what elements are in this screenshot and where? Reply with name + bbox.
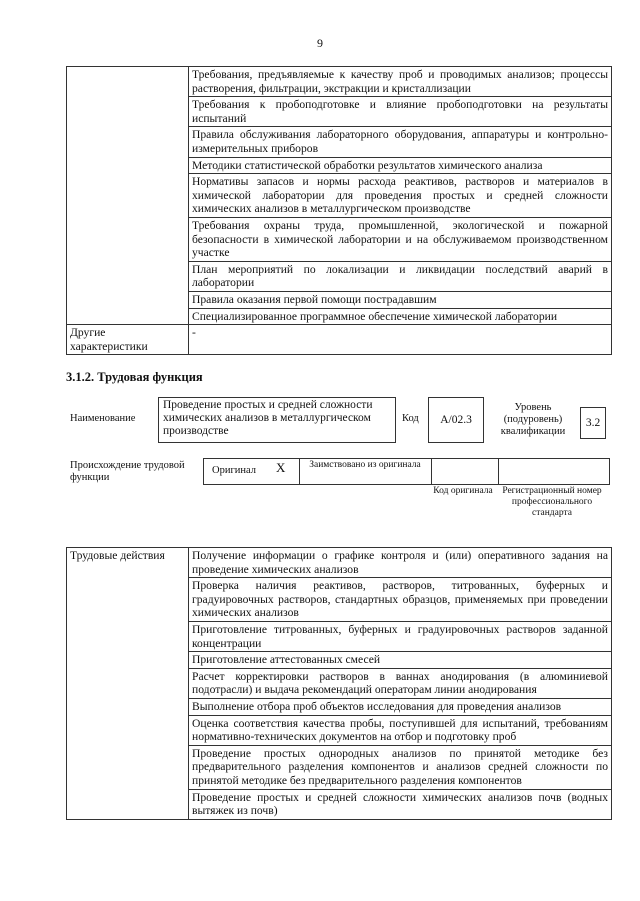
table-cell: Специализированное программное обеспечение химической лаборатории xyxy=(189,308,612,325)
level-value-box: 3.2 xyxy=(580,407,606,439)
divider xyxy=(431,459,432,484)
table-cell: Правила оказания первой помощи пострадавшим xyxy=(189,291,612,308)
divider xyxy=(498,459,499,484)
divider xyxy=(299,459,300,484)
labor-actions-label: Трудовые действия xyxy=(67,548,189,820)
table-cell: Требования к пробоподготовке и влияние пробоподготовки на результаты испытаний xyxy=(189,97,612,127)
table-cell: Методики статистической обработки результатов химического анализа xyxy=(189,157,612,174)
table-row xyxy=(67,325,612,355)
knowledge-table xyxy=(66,66,612,355)
other-characteristics-label: Другие характеристики xyxy=(67,325,189,355)
table-cell: План мероприятий по локализации и ликвидации последствий аварий в лаборатории xyxy=(189,261,612,291)
code-original-caption: Код оригинала xyxy=(433,486,493,496)
name-label: Наименование xyxy=(70,413,136,424)
table-cell: Получение информации о графике контроля и (или) оперативного задания на проведение химических анализов xyxy=(189,548,612,578)
borrowed-label: Заимствовано из оригинала xyxy=(309,460,421,470)
labor-actions-table xyxy=(66,547,612,820)
table-cell: Приготовление аттестованных смесей xyxy=(189,652,612,669)
function-name-box: Проведение простых и средней сложности химических анализов в металлургическом производстве xyxy=(158,397,396,443)
table-cell: Расчет корректировки растворов в ваннах анодирования (в алюминиевой подотрасли) и выдача рекомендаций операторам линии анодирования xyxy=(189,668,612,698)
label-cell-empty xyxy=(67,67,189,325)
level-label: Уровень (подуровень) квалификации xyxy=(500,402,566,437)
other-characteristics-value: - xyxy=(189,325,612,355)
table-cell: Приготовление титрованных, буферных и градуировочных растворов заданной концентрации xyxy=(189,621,612,651)
table-cell: Требования охраны труда, промышленной, экологической и пожарной безопасности в химической лаборатории и на обслуживаемом производственном участке xyxy=(189,217,612,261)
section-title: 3.1.2. Трудовая функция xyxy=(66,370,203,384)
table-cell: Выполнение отбора проб объектов исследования для проведения анализов xyxy=(189,698,612,715)
original-label: Оригинал xyxy=(212,465,256,476)
table-cell: Правила обслуживания лабораторного оборудования, аппаратуры и контрольно-измерительных приборов xyxy=(189,127,612,157)
code-label: Код xyxy=(402,413,419,424)
table-cell: Проведение простых и средней сложности химических анализов почв (водных вытяжек из почв) xyxy=(189,789,612,819)
reg-number-caption: Регистрационный номер профессионального стандарта xyxy=(502,486,602,518)
table-cell: Проверка наличия реактивов, растворов, титрованных, буферных и градуировочных растворов, стандартных образцов, применяемых при проведении химических анализов xyxy=(189,578,612,622)
table-cell: Проведение простых однородных анализов по принятой методике без предварительного разделения компонентов и анализов средней сложности по принятой методике без предварительного разделения компонентов xyxy=(189,745,612,789)
table-cell: Требования, предъявляемые к качеству проб и проводимых анализов; процессы растворения, фильтрации, экстракции и кристаллизации xyxy=(189,67,612,97)
table-cell: Оценка соответствия качества пробы, поступившей для испытаний, требованиям нормативно-технических документов на отбор и подготовку проб xyxy=(189,715,612,745)
origin-row xyxy=(203,458,610,485)
function-code-box: А/02.3 xyxy=(428,397,484,443)
table-cell: Нормативы запасов и нормы расхода реактивов, растворов и материалов в химической лаборатории для проведения простых и средней сложности химических анализов в металлургическом производстве xyxy=(189,174,612,218)
table-row xyxy=(67,548,612,578)
table-row xyxy=(67,67,612,97)
original-mark: X xyxy=(276,460,286,475)
origin-label: Происхождение трудовой функции xyxy=(70,460,185,483)
page-number: 9 xyxy=(317,36,323,50)
